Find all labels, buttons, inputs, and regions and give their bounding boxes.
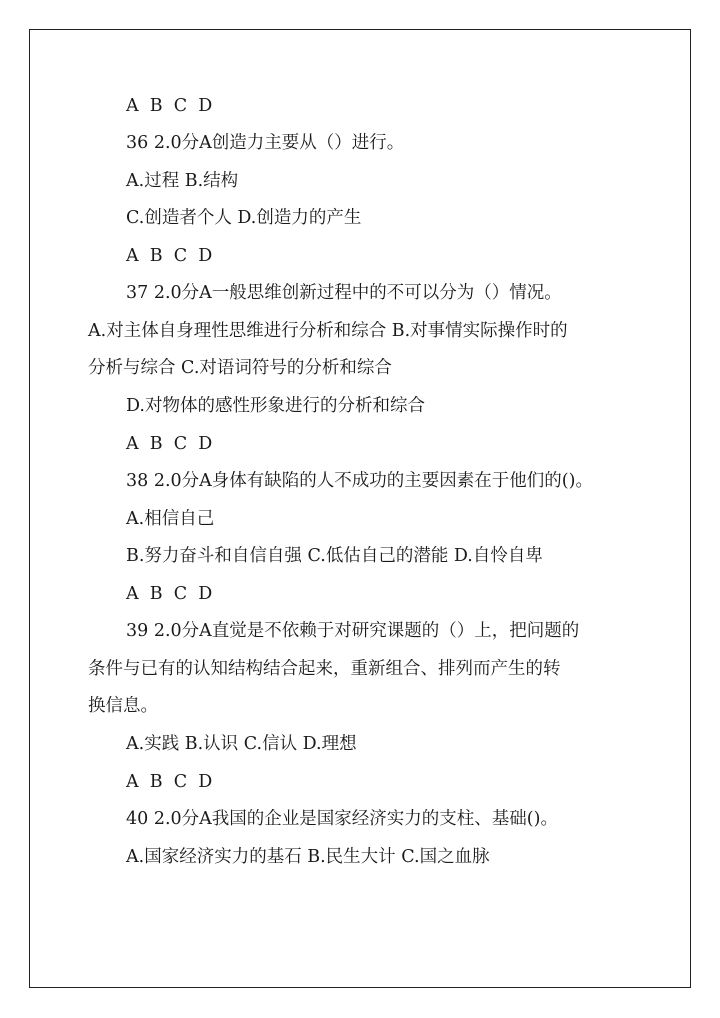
q39-question-2: 条件与已有的认知结构结合起来，重新组合、排列而产生的转 xyxy=(88,659,561,679)
q39-options: A.实践 B.认识 C.信认 D.理想 xyxy=(126,734,357,754)
q39-answer-letters: A B C D xyxy=(126,772,213,792)
q37-options-line-1: A.对主体自身理性思维进行分析和综合 B.对事情实际操作时的 xyxy=(88,321,568,341)
q38-question: 38 2.0分A身体有缺陷的人不成功的主要因素在于他们的()。 xyxy=(126,471,593,491)
q40-options: A.国家经济实力的基石 B.民生大计 C.国之血脉 xyxy=(126,847,490,867)
q37-question: 37 2.0分A一般思维创新过程中的不可以分为（）情况。 xyxy=(126,283,562,303)
q36-answer-letters: A B C D xyxy=(126,246,213,266)
q37-options-d: D.对物体的感性形象进行的分析和综合 xyxy=(126,396,425,416)
q36-options-ab: A.过程 B.结构 xyxy=(126,171,239,191)
q39-question-3: 换信息。 xyxy=(88,696,158,716)
q37-options-line-2: 分析与综合 C.对语词符号的分析和综合 xyxy=(88,358,392,378)
q38-options-bcd: B.努力奋斗和自信自强 C.低估自己的潜能 D.自怜自卑 xyxy=(126,546,543,566)
q36-options-cd: C.创造者个人 D.创造力的产生 xyxy=(126,208,362,228)
q36-question: 36 2.0分A创造力主要从（）进行。 xyxy=(126,133,405,153)
q39-question-1: 39 2.0分A直觉是不依赖于对研究课题的（）上，把问题的 xyxy=(126,621,580,641)
q40-question: 40 2.0分A我国的企业是国家经济实力的支柱、基础()。 xyxy=(126,809,558,829)
q38-options-a: A.相信自己 xyxy=(126,509,215,529)
q38-answer-letters: A B C D xyxy=(126,584,213,604)
q35-options-line: A B C D xyxy=(126,96,213,116)
q37-answer-letters: A B C D xyxy=(126,434,213,454)
